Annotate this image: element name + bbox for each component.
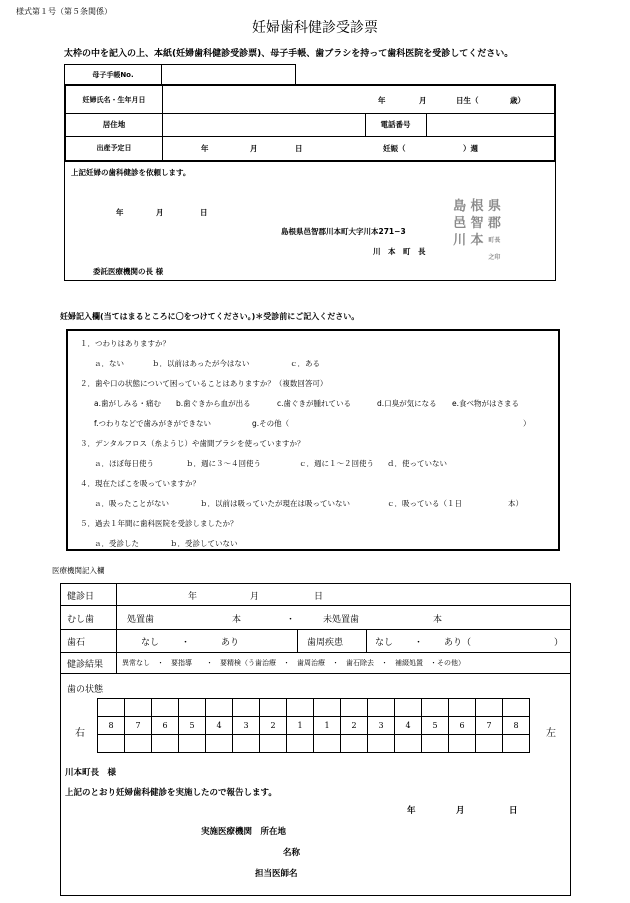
report-statement: 上記のとおり妊婦歯科健診を実施したので報告します。 (65, 788, 277, 798)
medical-heading: 医療機関記入欄 (52, 566, 105, 575)
tooth-cell[interactable] (98, 699, 125, 717)
tooth-cell[interactable] (422, 735, 449, 753)
tooth-cell[interactable] (125, 699, 152, 717)
name-birth-label: 妊婦氏名・生年月日 (82, 96, 146, 104)
phone-label: 電話番号 (380, 120, 411, 129)
q2: ２．歯や口の状態について困っていることはありますか？（複数回答可） (80, 379, 328, 388)
seal-char: 県 (487, 199, 501, 214)
tooth-cell[interactable] (395, 699, 422, 717)
tooth-cell[interactable] (98, 735, 125, 753)
exam-month: 月 (250, 592, 260, 602)
age-unit: 歳） (510, 96, 525, 105)
tartar-separator: ・ (181, 638, 191, 648)
seal-char: 本 (470, 233, 484, 248)
tooth-number: 3 (368, 717, 395, 735)
q2-option-g[interactable]: g.その他（ (252, 419, 290, 428)
tooth-number: 6 (449, 717, 476, 735)
perio-close: ） (554, 638, 564, 648)
birth-day-age: 日生（ (456, 96, 479, 105)
mch-label: 母子手帳No. (92, 71, 134, 79)
q3-option-d[interactable]: ｄ．使っていない (387, 459, 447, 468)
tooth-cell[interactable] (152, 699, 179, 717)
tooth-number: 8 (98, 717, 125, 735)
tooth-number: 6 (152, 717, 179, 735)
tooth-cell[interactable] (476, 735, 503, 753)
tooth-cell[interactable] (476, 699, 503, 717)
q2-option-d[interactable]: d.口臭が気になる (377, 399, 437, 408)
tartar-yes[interactable]: あり (221, 638, 240, 648)
due-date-label: 出産予定日 (96, 144, 132, 152)
tartar-none[interactable]: なし (141, 638, 160, 648)
tooth-chart (97, 698, 530, 753)
request-day: 日 (200, 208, 208, 217)
q2-option-e[interactable]: e.食べ物がはさまる (452, 399, 519, 408)
perio-none[interactable]: なし (375, 638, 394, 648)
exam-day: 日 (314, 592, 324, 602)
pregnancy-label: 妊娠（ (383, 144, 406, 153)
q1: １．つわりはありますか？ (80, 339, 170, 348)
institution-name-label: 名称 (283, 848, 301, 858)
q3-option-a[interactable]: ａ．ほぼ毎日使う (94, 459, 154, 468)
tooth-cell[interactable] (395, 735, 422, 753)
q3: ３．デンタルフロス（糸ようじ）や歯間ブラシを使っていますか？ (80, 439, 305, 448)
q4-option-c-unit: 本） (508, 499, 523, 508)
report-month: 月 (456, 806, 465, 816)
tooth-cell[interactable] (341, 735, 368, 753)
q2-option-c[interactable]: c.歯ぐきが腫れている (277, 399, 352, 408)
official-seal-stamp (451, 198, 503, 261)
tooth-chart-upper (98, 699, 530, 717)
mch-box (64, 64, 296, 85)
untreated-teeth-unit: 本 (433, 615, 443, 625)
name-field[interactable] (164, 88, 364, 111)
right-side-label: 右 (75, 728, 85, 739)
tooth-cell[interactable] (260, 735, 287, 753)
instruction: 太枠の中を記入の上、本紙(妊婦歯科健診受診票)、母子手帳、歯ブラシを持って歯科医院を受診してください。 (64, 49, 514, 59)
exam-year: 年 (188, 592, 198, 602)
seal-char: 町長之印 (488, 237, 501, 261)
tooth-number: 2 (341, 717, 368, 735)
teeth-state-label: 歯の状態 (67, 685, 104, 695)
due-month: 月 (250, 144, 258, 153)
q2-option-g-close: ） (523, 419, 531, 428)
tooth-number: 1 (314, 717, 341, 735)
tooth-cell[interactable] (314, 699, 341, 717)
doctor-name-label: 担当医師名 (255, 869, 298, 879)
report-addressee: 川本町長 様 (65, 768, 117, 778)
tooth-number: 1 (287, 717, 314, 735)
pregnancy-week: ）週 (463, 144, 478, 153)
tooth-number: 8 (503, 717, 530, 735)
treated-teeth-label: 処置歯 (127, 615, 155, 625)
seal-char: 島 (453, 199, 467, 214)
q2-option-f[interactable]: f.つわりなどで歯みがきができない (94, 419, 211, 428)
tooth-cell[interactable] (368, 699, 395, 717)
addressee: 委託医療機関の長 様 (93, 267, 164, 276)
seal-char: 智 (470, 216, 484, 231)
due-day: 日 (295, 144, 303, 153)
perio-label: 歯周疾患 (307, 638, 344, 648)
address-label: 居住地 (102, 120, 126, 129)
separator-dot: ・ (286, 615, 296, 625)
exam-date-label: 健診日 (67, 592, 95, 602)
tooth-number: 2 (260, 717, 287, 735)
tooth-cell[interactable] (422, 699, 449, 717)
questionnaire-heading: 妊婦記入欄(当てはまるところに〇をつけてください。)＊受診前にご記入ください。 (60, 312, 360, 321)
institution-address-label: 実施医療機関 所在地 (201, 827, 287, 837)
tooth-number: 5 (422, 717, 449, 735)
tooth-cell[interactable] (125, 735, 152, 753)
applicant-box (64, 84, 556, 162)
q5-option-a[interactable]: ａ．受診した (94, 539, 139, 548)
tooth-cell[interactable] (206, 735, 233, 753)
perio-separator: ・ (414, 638, 424, 648)
q4: ４．現在たばこを吸っていますか？ (80, 479, 200, 488)
tooth-cell[interactable] (152, 735, 179, 753)
treated-teeth-unit: 本 (232, 615, 242, 625)
q5: ５．過去１年間に歯科医院を受診しましたか？ (80, 519, 238, 528)
tooth-cell[interactable] (206, 699, 233, 717)
tooth-cell[interactable] (341, 699, 368, 717)
tooth-number: 3 (233, 717, 260, 735)
office-address: 島根県邑智郡川本町大字川本271−3 (281, 227, 406, 236)
q2-option-b[interactable]: b.歯ぐきから血が出る (176, 399, 251, 408)
address-field[interactable] (164, 114, 364, 135)
request-text: 上記妊婦の歯科健診を依頼します。 (71, 168, 191, 177)
left-side-label: 左 (546, 728, 556, 739)
tooth-cell[interactable] (233, 735, 260, 753)
result-options[interactable]: 異常なし ・ 要指導 ・ 要精検（う歯治療 ・ 歯周治療 ・ 歯石除去 ・ 補綴処置 ・その他） (122, 659, 465, 667)
q3-option-b[interactable]: ｂ．週に３〜４回使う (186, 459, 261, 468)
seal-char: 川 (453, 233, 467, 248)
request-month: 月 (156, 208, 164, 217)
tooth-cell[interactable] (449, 735, 476, 753)
form-number: 様式第１号（第５条関係） (16, 7, 112, 16)
report-year: 年 (407, 806, 416, 816)
page-title: 妊婦歯科健診受診票 (252, 20, 378, 36)
q4-option-b[interactable]: ｂ．以前は吸っていたが現在は吸っていない (200, 499, 350, 508)
report-day: 日 (509, 806, 518, 816)
tooth-cell[interactable] (287, 735, 314, 753)
caries-label: むし歯 (67, 615, 95, 625)
q1-option-b[interactable]: ｂ．以前はあったが今はない (152, 359, 250, 368)
birth-month: 月 (419, 96, 427, 105)
tooth-cell[interactable] (260, 699, 287, 717)
phone-field[interactable] (428, 114, 554, 135)
tooth-cell[interactable] (233, 699, 260, 717)
tooth-chart-numbers (98, 717, 530, 735)
tooth-cell[interactable] (449, 699, 476, 717)
tooth-number: 4 (206, 717, 233, 735)
q4-option-a[interactable]: ａ．吸ったことがない (94, 499, 169, 508)
tooth-cell[interactable] (503, 699, 530, 717)
questionnaire-box (66, 329, 560, 551)
q1-option-c[interactable]: ｃ．ある (290, 359, 320, 368)
birth-year: 年 (378, 96, 386, 105)
tooth-chart-lower (98, 735, 530, 753)
seal-char: 郡 (487, 216, 501, 231)
tooth-number: 4 (395, 717, 422, 735)
tooth-number: 7 (476, 717, 503, 735)
seal-char: 邑 (453, 216, 467, 231)
q2-option-a[interactable]: a.歯がしみる・痛む (94, 399, 161, 408)
q1-option-a[interactable]: ａ．ない (94, 359, 124, 368)
untreated-teeth-label: 未処置歯 (323, 615, 360, 625)
tooth-cell[interactable] (314, 735, 341, 753)
q5-option-b[interactable]: ｂ．受診していない (170, 539, 238, 548)
q4-option-c[interactable]: ｃ．吸っている（１日 (387, 499, 462, 508)
tooth-cell[interactable] (503, 735, 530, 753)
medical-box (60, 583, 571, 896)
request-year: 年 (116, 208, 124, 217)
tooth-cell[interactable] (179, 699, 206, 717)
tooth-number: 5 (179, 717, 206, 735)
due-year: 年 (201, 144, 209, 153)
tooth-cell[interactable] (287, 699, 314, 717)
result-label: 健診結果 (67, 660, 104, 670)
mayor-title: 川 本 町 長 (373, 247, 426, 256)
q3-option-c[interactable]: ｃ．週に１〜２回使う (299, 459, 374, 468)
tartar-label: 歯石 (67, 638, 86, 648)
seal-char: 根 (470, 199, 484, 214)
tooth-cell[interactable] (368, 735, 395, 753)
tooth-number: 7 (125, 717, 152, 735)
perio-yes[interactable]: あり（ (444, 638, 472, 648)
tooth-cell[interactable] (179, 735, 206, 753)
